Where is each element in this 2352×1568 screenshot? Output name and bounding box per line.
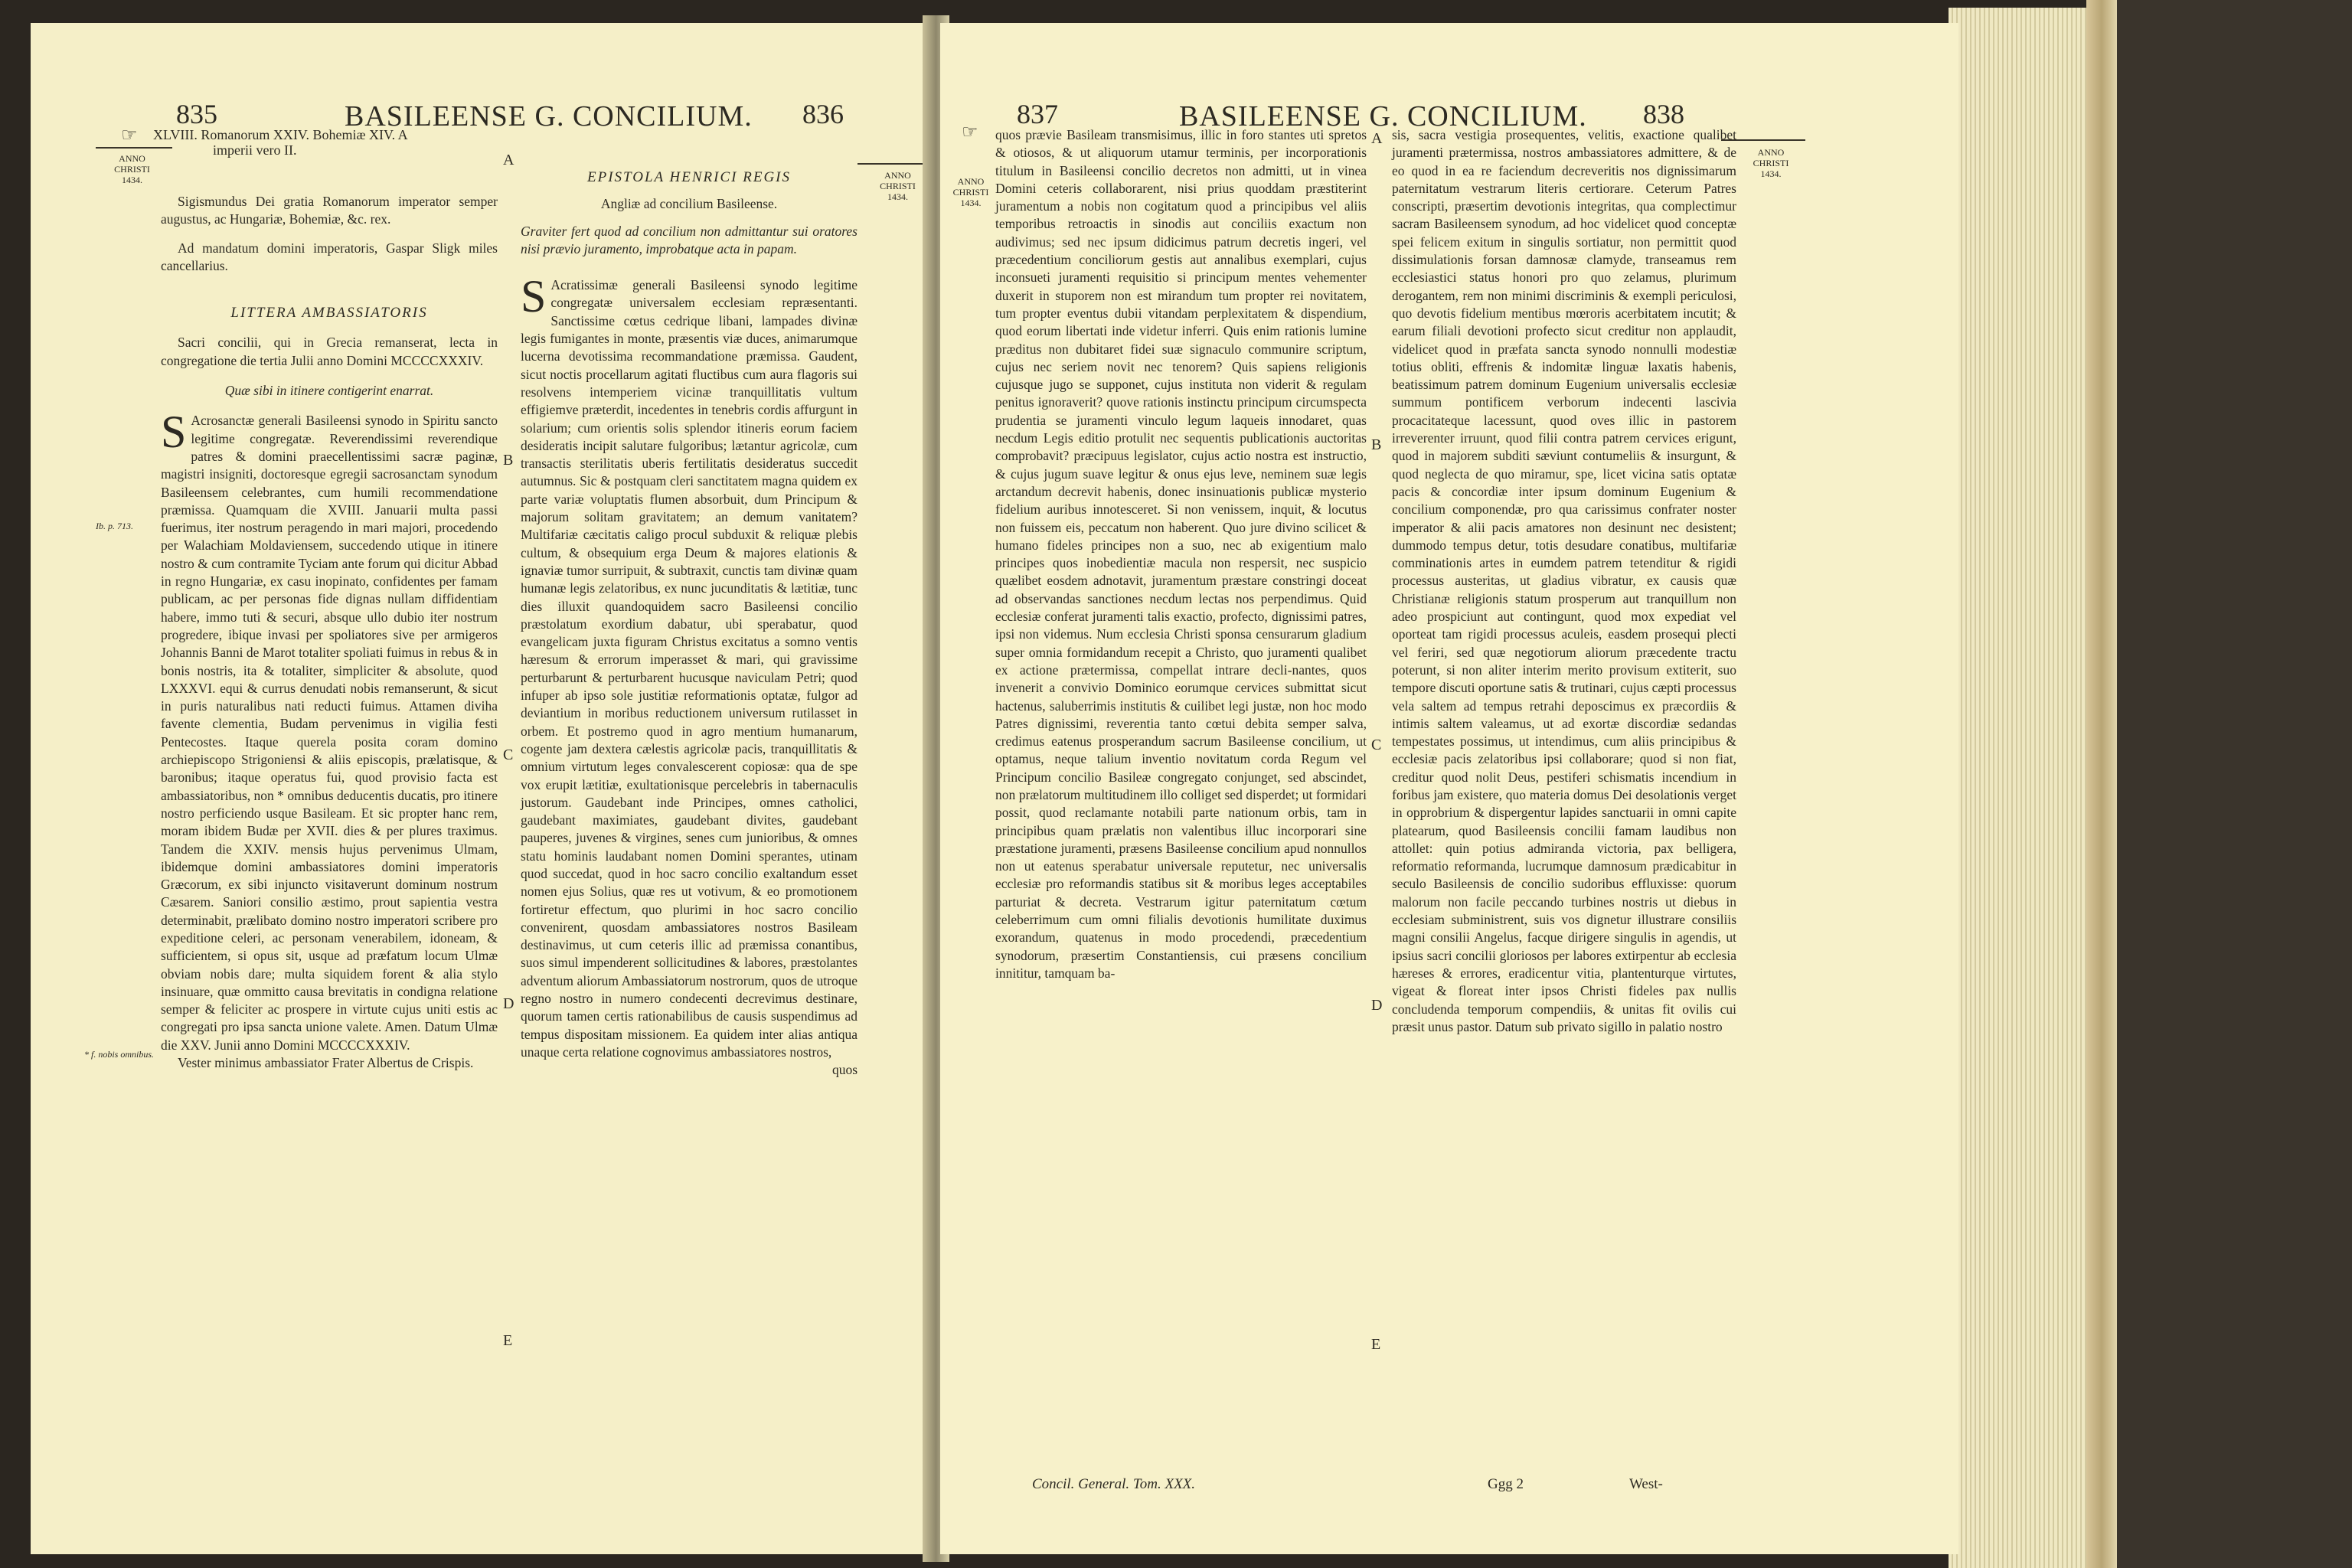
heading-epistola: EPISTOLA HENRICI REGIS — [586, 169, 791, 185]
signature: Vester minimus ambassiator Frater Albertus de Crispis. — [178, 1055, 474, 1071]
running-title: BASILEENSE G. CONCILIUM. — [1179, 100, 1587, 132]
book-cover-edge — [2086, 0, 2117, 1568]
pointing-hand-icon: ☞ — [962, 121, 978, 142]
catchword: quos — [831, 1062, 858, 1078]
anno-christi-note: ANNO CHRISTI 1434. — [880, 170, 916, 202]
section-letter-a: A — [1371, 130, 1383, 147]
side-note: * f. nobis omnibus. — [84, 1049, 155, 1060]
heading-note: Sacri concilii, qui in Grecia remanserat, lecta in congregatione die tertia Julii anno Domini MCCCCXXXIV. — [161, 335, 498, 368]
summary: Graviter fert quod ad concilium non admittantur sui oratores nisi prævio juramento, improbatque acta in papam. — [521, 223, 858, 256]
letter-body: S Acrosanctæ generali Basileensi synodo in Spiritu sancto legitime congregatæ. Reverendissimi reverendique patres & domini praecellentissimi sacræ paginæ, magistri insigniti, doctoresque egregii sacrosanctam synodum Basileensem celebrantes, cum humili recommendatione præmissa. Quamquam die XVIII. Januarii multa passi fuerimus, iter nostrum peragendo in mari majori, procedendo per Walachiam Moldaviensem, succedendo utique in itinere nostro & cum contramite Tyciam ante forum qui dicitur Abbad in regno Hungariæ, ex casu inopinato, confidentes per famam publicam, ac per personas fide dignas nullam diffidentiam habere, immo tuti & securi, absque ullo dubio iter nostrum progredere, ibique invasi per spoliatores sive per armigeros Johannis Banni de Marot totaliter spoliati fuimus in rebus & in bonis nostris, ita & totaliter, simpliciter & absolute, quod LXXXVI. equi & currus denudati nobis remanserunt, & sicut in puris naturalibus nati reducti fuimus. Attamen diviha favente clementia, Budam pervenimus in vigilia festi Pentecostes. Itaque querela posita coram domino archiepiscopo Strigoniensi & aliis episcopis, prælatisque, & baronibus; itaque operatus fui, quod provisio facta est ambassiatoribus, non * omnibus deducentis ducatis, pro itinere nostro perficiendo usque Basileam. Et sic propter hanc rem, moram ibidem Budæ per XVII. dies & per plures traximus. Tandem die XXIV. mensis hujus pervenimus Ulmam, ibidemque domini ambassiatores domini imperatoris Græcorum, ex sibi injuncto visitaverunt dominum nostrum Cæsarem. Saniori consilio æstimo, prout sapientia vestra determinabit, prælibato domino nostro imperatori scribere pro expeditione celeri, ac personam venerabilem, idoneam, & sufficientem, si opus sit, usque ad præfatum locum Ulmæ obviam nobis dare; multa siquidem forent & alia stylo insinuare, quæ ommitto causa brevitatis in condigna relatione semper & feliciter ac prospere in virtute cujus uniti estis ac congregati pro ipsa sancta unione valete. Amen. Datum Ulmæ die XXV. Junii anno Domini MCCCCXXXIV. — [161, 407, 498, 1053]
rule — [96, 147, 172, 149]
letter-body: quos prævie Basileam transmisimus, illic in foro stantes uti spretos & otiosos, & ut aliquorum utamur terminis, per incorporationis titulum in Basileensi concilio decretos non admitti, ut in vinea Domini ceteris collaborarent, nisi prius quoddam præstiterint juramentum a nobis non cogitatum quod a principibus vel aliis temporibus retroactis in sinodis aut conciliis exactum non audivimus; sed nec ipsum didicimus patrum decretis ingeri, vel præcedentium conciliorum gestis aut annalibus exemplari, cujus inconsueti juramenti requisitio si principum mentes vehementer duxerit in stuporem non est mirandum tum propter rei novitatem, tum propter eventus dubii vitandam perplexitatem & dispendium, quod eorum libertati inde videtur inferri. Quis enim rationis lumine præditus non dubitaret fidei suæ signaculo communire scriptum, cujus nec seriem novit nec tenorem? Quis sapiens religionis cujusque jugo se supponet, cujus instituta non viderit & regulam penitus ignoraverit? quove rationis instinctu principum circumspecta prudentia se juramenti vinculo legum laqueis innodaret, quas necdum Legis editio protulit nec sequentis publicationis auctoritas comprobavit? præcipuus legislator, cujus actio nostra est instructio, & cujus jugum suave legitur & onus ejus leve, neminem suæ legis arctandum decrevit habenis, donec insinuationis publicæ mysterio fidelium auribus innotesceret. Si non venissem, inquit, & locutus non fuissem eis, peccatum non haberent. Quo jure divino scilicet & humano fideles principes non a suo, nec ab exigentium malo principes quos inobedientiæ macula non respersit, nec suspicio quælibet eosdem adnotavit, juramentum præstare constringi doceat ad observandas sanctiones necdum lectas nos perpendimus. Quid ecclesiæ conferat juramenti talis exactio, profecto, dignissimi patres, ipsi non videmus. Num ecclesia Christi sponsa censurarum gladium super omnia formidandum recepit a Christo, quo juramenti qualibet ex actione prætermissa, compellat intrare decli-nantes, quos invenerit a convivio Dominico eorumque cervices submittat sicut hactenus, saluberrimis institutis & cuilibet legi justæ, non hoc modo Patres dignissimi, reverentia tanto cœtui debita semper salva, credimus eatenus prosperandum sacrum Basileense concilium, ut optamus, neque talium inventio novitatum corda Regum vel Principum concilio Basileæ congregato conjunget, sed abscindet, non prælatorum multitudinem illo colliget sed disperdet; ut formidari possit, quod reclamante notabili parte nationum orbis, tam in principibus quam prælatis non valentibus illuc incorporari sine præstatione juramenti, præsens Basileense concilium apud nonnullos non ut eatenus sperabatur universale reputetur, nec universalis ecclesiæ pro reformandis statibus sit & moribus leges acceptabiles parturiat & decreta. Vestrarum igitur paternitatum cœtum celeberrimum cum omni filialis devotionis humilitate duximus exorandum, quatenus in modo procedendi, præcedentium synodorum, præsertim Constantiensis, cui præsens concilium innititur, tamquam ba- — [995, 127, 1367, 981]
background — [2117, 0, 2352, 1568]
side-reference: Ib. p. 713. — [96, 521, 133, 531]
pointing-hand-icon: ☞ — [121, 124, 138, 145]
mandate: Ad mandatum domini imperatoris, Gaspar Sligk miles cancellarius. — [161, 240, 498, 273]
signature-mark: Ggg 2 — [1488, 1476, 1524, 1492]
section-letter-e: E — [503, 1332, 513, 1349]
section-letter-b: B — [503, 452, 514, 469]
section-letter-b: B — [1371, 436, 1382, 453]
left-column — [995, 126, 1367, 1474]
section-letter-c: C — [1371, 737, 1382, 753]
page-number: 836 — [802, 99, 844, 129]
catchword: West- — [1629, 1476, 1663, 1492]
running-title: BASILEENSE G. CONCILIUM. — [345, 100, 753, 132]
right-page — [940, 23, 1958, 1554]
page-edges — [1949, 8, 2098, 1568]
letter-body: S Acratissimæ generali Basileensi synodo legitime congregatæ universalem ecclesiam repræsentanti. Sanctissime cœtus cedrique libani, lampades divinæ legis fumigantes in monte, præsentis viæ duces, animarumque lucerna devotissima recommandatione præmissa. Gaudent, sicut noctis procellarum agitati fluctibus cum aura flagoris sui resolvens intemperiem vicinæ tranquillitatis vultum effigiemve præterdit, incedentes in tenebris cordis affurgunt in solarium; cum orientis solis splendor itineris eorum faciem desideratis incipit salutare fulgoribus; lætantur agricolæ, cum transactis sterilitatis uberis fertilitatis desideratus succedit autumnus. Sic & postquam cleri sanctitatem magna quidem ex parte variæ voluptatis flumen absorbuit, dum Principum & majorum solitam gravitatem; an demum vanitatem? Multifariæ cæcitatis caligo procul subduxit & reliquæ plebis cultum, & obsequium erga Deum & majores elationis & ignaviæ tumor surripuit, & subtraxit, cunctis tam divinæ quam humanæ legis zelatoribus, ex nunc jucunditatis & lætitiæ, tunc dies illuxit quandoquidem sacro Basileensi concilio præstolatum exordium dabatur, ubi sperabatur, quod evangelicam juxta figuram Christus excitatus a somno ventis hæresum & errorum imperasset & mari, qui gravissime perturbarunt & perturbarent hucusque naviculam Petri; quod infuper ab ipso sole justitiæ reformationis optatæ, fulgor ad deviantium in moribus reductionem universum rutilasset in orbem. Et postremo quod in agro mentium humanarum, cogente jam dextera cælestis agricolæ pacis, tranquillitatis & omnium virtutum leges convalescerent copiosæ: qua de spe vox erupit lætitiæ, exultationisque percelebris in tabernaculis justorum. Gaudebant inde Principes, omnes catholici, gaudebant maximiates, gaudebant divites, gaudebant pauperes, juvenes & virgines, senes cum junioribus, & omnes statu hominis laudabant nomen Domini sperantes, utinam quod succedat, quod in hoc sacro concilio exaltandum esset nomen ejus Solius, quæ res ut votivum, & eo promotionem fortiretur effectum, quo plurimi in hoc sacro concilio convenirent, quosdam ambassiatores nostros Basileam destinavimus, ut cum ceteris illic ad præmissa conantibus, suos simul impenderent sollicitudines & labores, præstolantes adventum aliorum Ambassiatorum nostrorum, quos de utroque regno nostro in numero condecenti decrevimus destinare, quorum tamen certis rationabilibus de causis suspendimus ad tempus dispositam missionem. Ea quidem inter alias antiqua unaque certa relatione cognovimus ambassiatores nostros, — [521, 271, 858, 1060]
right-column — [521, 168, 858, 1547]
page-number: 837 — [1017, 99, 1058, 129]
right-column — [1392, 126, 1736, 1474]
drop-cap: S — [521, 271, 547, 322]
heading-littera: LITTERA AMBASSIATORIS — [230, 305, 428, 322]
first-line-cont: imperii vero II. — [213, 142, 297, 158]
salutation: Sigismundus Dei gratia Romanorum imperator semper augustus, ac Hungariæ, Bohemiæ, &c. rex. — [161, 194, 498, 227]
drop-cap: S — [161, 407, 187, 458]
footer-volume: Concil. General. Tom. XXX. — [1032, 1476, 1196, 1492]
section-letter-d: D — [503, 995, 514, 1012]
section-letter-e: E — [1371, 1336, 1381, 1353]
left-page — [31, 23, 930, 1554]
section-letter-d: D — [1371, 997, 1383, 1014]
page-number: 838 — [1643, 99, 1684, 129]
first-line: XLVIII. Romanorum XXIV. Bohemiæ XIV. A — [153, 127, 408, 142]
page-number: 835 — [176, 99, 217, 129]
anno-christi-note: ANNO CHRISTI 1434. — [114, 153, 150, 185]
heading-angliae: Angliæ ad concilium Basileense. — [600, 196, 778, 212]
anno-christi-note: ANNO CHRISTI 1434. — [1753, 147, 1789, 179]
section-letter-a: A — [503, 152, 514, 168]
rule — [858, 163, 926, 165]
left-column — [161, 193, 498, 1540]
section-letter-c: C — [503, 746, 514, 763]
anno-christi-note: ANNO CHRISTI 1434. — [952, 176, 989, 208]
letter-body: sis, sacra vestigia prosequentes, velitis, exactione qualibet juramenti prætermissa, nostros ambassiatores admittere, & de eo quod in ea re faciendum decreveritis nos dignissimarum paternitatum vestrarum literis certiorare. Ceterum Patres conscripti, præsertim devotionis integritas, qua complectimur sacram Basileensem synodum, ad hoc videlicet quod conceptæ spei felicem exitum in singulis sortiatur, non permittit quod dissimulationis forsan damnosæ clamyde, transeamus rem ecclesiastici status honori pro quo zelamus, plurimum derogantem, rem non minimi discriminis & exempli periculosi, quo devotis fidelium mentibus mœroris acerbitatem incutit; & earum filiali devotioni profecto sicut creditur non applaudit, videlicet quod in præfata sancta synodo nonnulli modestiæ totius obliti, effrenis & indomitæ linguæ laxatis habenis, beatissimum patrem dominum Eugenium universalis ecclesiæ summum pontificem verborum indecenti lascivia procacitateque lacessunt, quod oves illic in pastorem irreverenter irruunt, quod filii contra patrem cervices erigunt, quod in majorem subditi sæviunt contumeliis & insurgunt, & quod neglecta de quo miramur, spe, licet vicina satis optatæ pacis & concordiæ inter ipsum dominum Eugenium & concilium componendæ, pro qua carissimus confrater noster imperator & alii pacis amatores non desinunt nec desistent; dummodo tempus detur, totis desudare conatibus, multifariæ comminationis artes in eumdem patrem tetenditur & rigidi processus austeritas, ut gladius vibratur, ex causis quæ Christianæ religionis statum prosperum aut tranquillum non adeo prospiciunt aut contingunt, quod mox expediat vel oporteat tam rigidi processus aculeis, easdem prosequi plecti vel feriri, sed quæ negotiorum aliorum præcedente tractu poterunt, si non aliter interim merito provisum extiterit, suo tempore discuti oportune satis & trutinari, cujus cæpti processus vela saltem ad tempus retrahi deposcimus ex præcordiis & intimis saltem valeamus, ut ad exortæ discordiæ sedandas tempestates possimus, ut intendimus, cum aliis principibus & ecclesiæ pacis zelatoribus ipsi collaborare; quod si non fiat, creditur quod nolit Deus, pestiferi schismatis incendium in foribus jam existere, quo materia domus Dei desolationis verget in opprobrium & dispergentur lapides sanctuarii in omni capite platearum, quod Basileensis concilii famam laudibus non attollet: quin potius admiranda victoria, pax belligera, reformatio reformanda, lucrumque damnosum prædicabitur in seculo Basileensis de concilio sudoribus effluxisse: quorum malorum non facile peccando turbines nostris ut diebus in ecclesiam subministrent, suis vos dignetur illustrare consiliis magni consilii Angelus, facque dirigere singulis in agendis, ut ipsius sacri concilii gloriosos per labores extirpentur ab ecclesia hæreses & errores, eradicentur vitia, plantenturque virtutes, vigeat & floreat inter ipsos Christi fideles pax nullis concludenda temporum compendiis, & unitas fit ovilis cui præsit unus pastor. Datum sub privato sigillo in palatio nostro — [1392, 127, 1736, 1034]
summary: Quæ sibi in itinere contigerint enarrat. — [224, 383, 434, 399]
